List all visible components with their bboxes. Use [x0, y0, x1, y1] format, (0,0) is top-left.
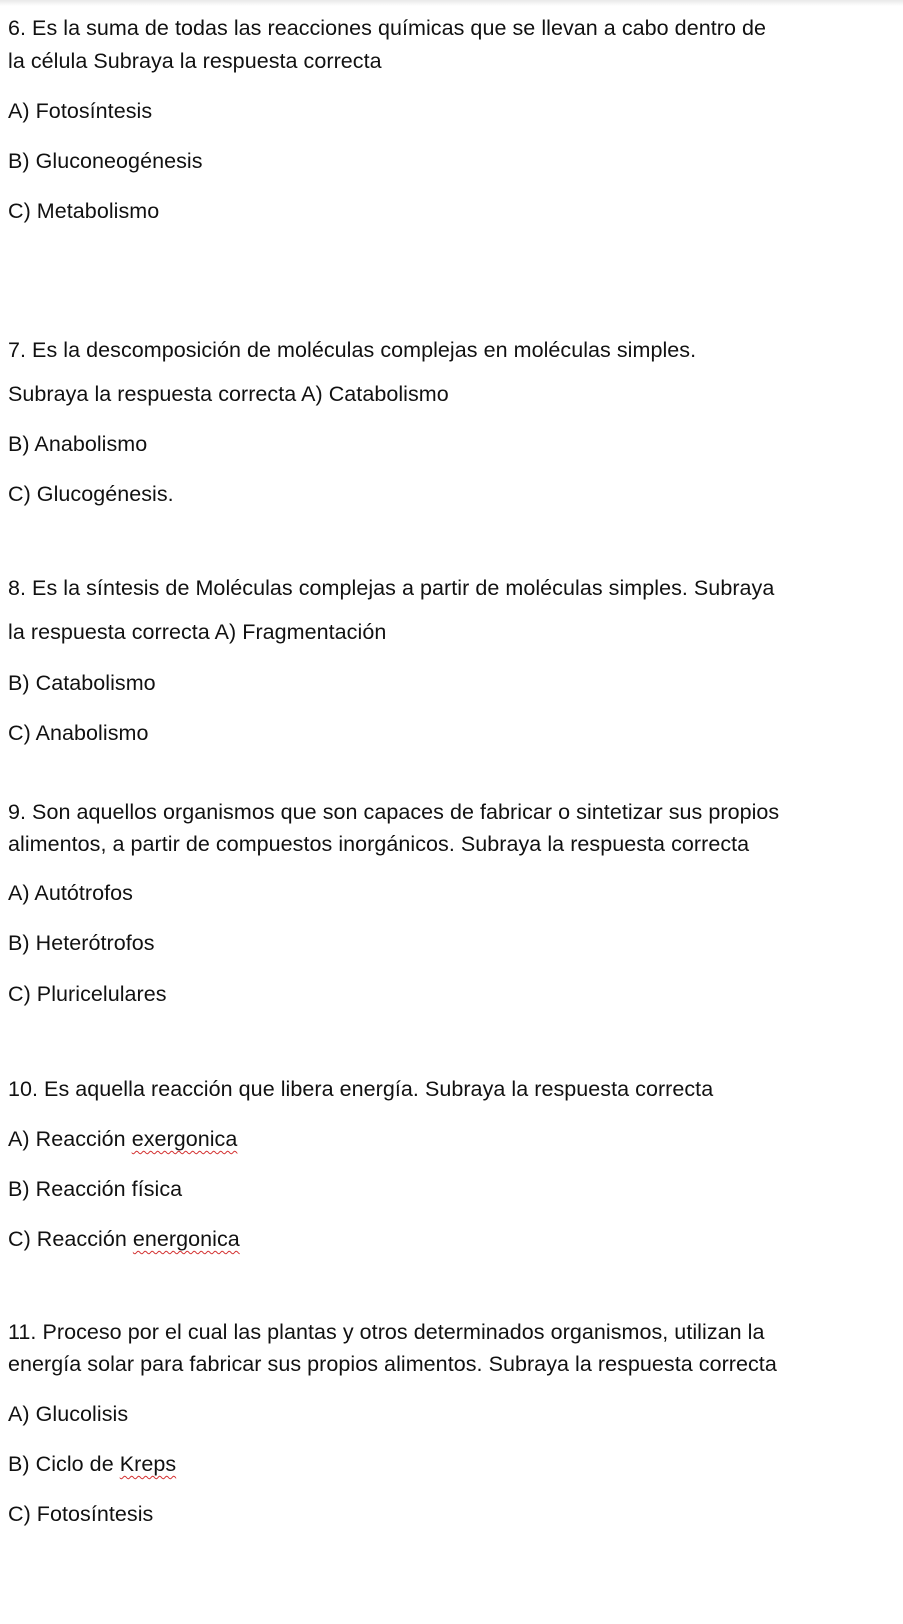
question-9-option-a: A) Autótrofos	[8, 881, 133, 905]
question-11-option-b	[8, 1451, 176, 1477]
question-6-line-1: 6. Es la suma de todas las reacciones químicas que se llevan a cabo dentro de	[8, 16, 766, 40]
question-8-option-b: B) Catabolismo	[8, 671, 156, 695]
question-8-line-1: 8. Es la síntesis de Moléculas complejas a partir de moléculas simples. Subraya	[8, 576, 775, 600]
question-6-option-c: C) Metabolismo	[8, 199, 160, 223]
question-6-line-2: la célula Subraya la respuesta correcta	[8, 49, 382, 73]
question-10-option-c-text: C) Reacción	[8, 1227, 133, 1251]
question-9-line-2: alimentos, a partir de compuestos inorgánicos. Subraya la respuesta correcta	[8, 832, 750, 856]
question-11-option-a: A) Glucolisis	[8, 1402, 129, 1426]
question-7-option-c: C) Glucogénesis.	[8, 482, 174, 506]
question-11-option-c: C) Fotosíntesis	[8, 1502, 154, 1526]
question-7-line-2: Subraya la respuesta correcta A) Catabolismo	[8, 382, 449, 406]
question-11-option-b-text: B) Ciclo de	[8, 1452, 120, 1476]
question-11-line-2: energía solar para fabricar sus propios alimentos. Subraya la respuesta correcta	[8, 1352, 777, 1376]
question-10-option-a-misspelled-word: exergonica	[131, 1127, 238, 1151]
question-10-option-c	[8, 1226, 240, 1252]
question-6-option-b: B) Gluconeogénesis	[8, 149, 203, 173]
question-8-option-c: C) Anabolismo	[8, 721, 149, 745]
question-9-line-1: 9. Son aquellos organismos que son capaces de fabricar o sintetizar sus propios	[8, 800, 780, 824]
question-11-line-1: 11. Proceso por el cual las plantas y otros determinados organismos, utilizan la	[8, 1320, 765, 1344]
question-6-option-a: A) Fotosíntesis	[8, 99, 153, 123]
top-edge-shadow	[0, 0, 903, 6]
question-10-line-1: 10. Es aquella reacción que libera energía. Subraya la respuesta correcta	[8, 1077, 714, 1101]
question-8-line-2: la respuesta correcta A) Fragmentación	[8, 620, 387, 644]
question-10-option-c-misspelled-word: energonica	[132, 1227, 240, 1251]
question-9-option-b: B) Heterótrofos	[8, 931, 155, 955]
question-10-option-a	[8, 1126, 237, 1152]
question-10-option-a-text: A) Reacción	[8, 1127, 132, 1151]
question-7-line-1: 7. Es la descomposición de moléculas complejas en moléculas simples.	[8, 338, 697, 362]
question-11-option-b-misspelled-word: Kreps	[119, 1452, 177, 1476]
question-9-option-c: C) Pluricelulares	[8, 982, 167, 1006]
question-10-option-b: B) Reacción física	[8, 1177, 183, 1201]
question-7-option-b: B) Anabolismo	[8, 432, 148, 456]
